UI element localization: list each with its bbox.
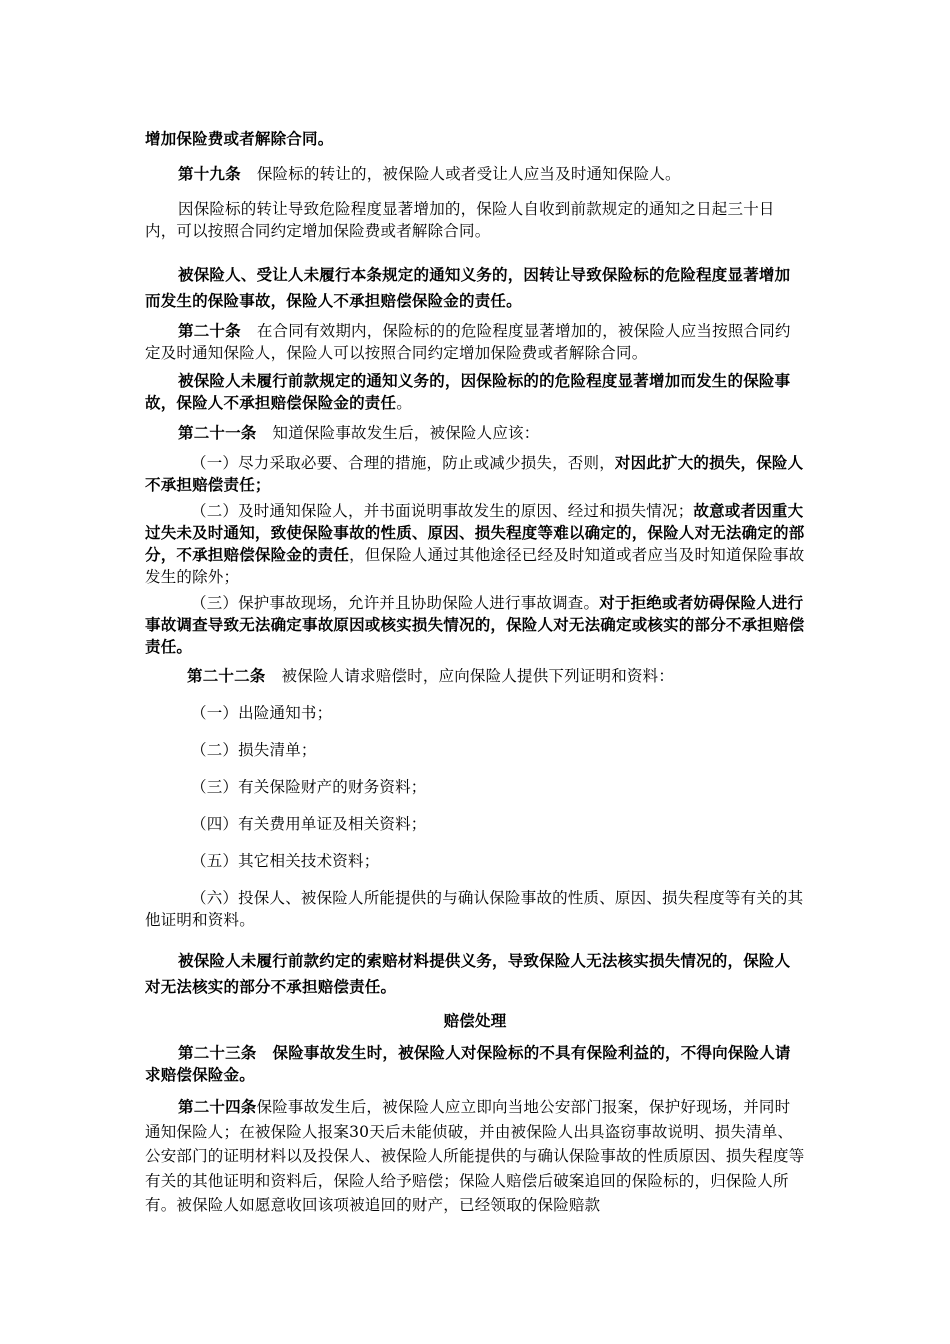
paragraph-text: 因保险标的转让导致危险程度显著增加的，保险人自收到前款规定的通知之日起三十日内，可以按照合同约定增加保险费或者解除合同。: [145, 200, 775, 240]
article-text: 在合同有效期内，保险标的的危险程度显著增加的，被保险人应当按照合同约定及时通知保险人，保险人可以按照合同约定增加保险费或者解除合同。: [145, 322, 791, 362]
article-heading: 第二十四条: [178, 1097, 257, 1116]
article-19: [145, 163, 805, 185]
article-heading: 第二十三条: [178, 1043, 257, 1062]
article-heading: 第二十条: [178, 321, 241, 340]
paragraph-text: （一）尽力采取必要、合理的措施，防止或减少损失，否则，: [191, 454, 615, 472]
article-heading: 第十九条: [178, 164, 241, 183]
bold-text: 故意或者因重大过失未及时通知，致使保险事故的性质、原因、损失程度等难以确定的，保险人对无法确定的部分，不承担赔偿保险金的责任: [145, 501, 805, 564]
paragraph-text: 增加保险费或者解除合同。: [145, 129, 334, 148]
list-item: [145, 887, 805, 931]
paragraph-text: 。: [396, 394, 412, 412]
article-22-clause-2: [145, 948, 805, 1000]
list-item-text: （五）其它相关技术资料；: [191, 852, 380, 870]
article-text: 保险事故发生后，被保险人应立即向当地公安部门报案，保护好现场，并同时通知保险人；在被保险人报案30天后未能侦破，并由被保险人出具盗窃事故说明、损失清单、公安部门的证明材料以及投保人、被保险人所能提供的与确认保险事故的性质原因、损失程度等有关的其他证明和资料后，保险人给予赔偿；保险人赔偿后破案追回的保险标的，归保险人所有。被保险人如愿意收回该项被追回的财产，已经领取的保险赔款: [145, 1098, 805, 1214]
paragraph-text: （二）及时通知保险人，并书面说明事故发生的原因、经过和损失情况；: [191, 502, 694, 520]
article-22: [145, 665, 805, 687]
list-item-text: （三）有关保险财产的财务资料；: [191, 778, 427, 796]
paragraph-text: （三）保护事故现场，允许并且协助保险人进行事故调查。: [191, 594, 600, 612]
list-item: [145, 739, 805, 761]
bold-text: 对于拒绝或者妨碍保险人进行事故调查导致无法确定事故原因或核实损失情况的，保险人对无法确定或核实的部分不承担赔偿责任。: [145, 593, 805, 656]
list-item: [145, 776, 805, 798]
paragraph-text: 被保险人、受让人未履行本条规定的通知义务的，因转让导致保险标的危险程度显著增加而发生的保险事故，保险人不承担赔偿保险金的责任。: [145, 265, 791, 310]
list-item: [145, 702, 805, 724]
article-21-item-2: [145, 500, 805, 588]
list-item: [145, 850, 805, 872]
article-19-clause-3: [145, 262, 805, 314]
article-text: 知道保险事故发生后，被保险人应该：: [272, 424, 540, 442]
paragraph-text: ，但保险人通过其他途径已经及时知道或者应当及时知道保险事故发生的除外；: [145, 546, 805, 586]
article-text: 保险标的转让的，被保险人或者受让人应当及时通知保险人。: [256, 165, 681, 183]
list-item-text: （二）损失清单；: [191, 741, 317, 759]
list-item-text: （六）投保人、被保险人所能提供的与确认保险事故的性质、原因、损失程度等有关的其他证明和资料。: [145, 889, 804, 929]
article-19-clause-2: [145, 198, 805, 242]
article-21-item-3: [145, 592, 805, 658]
article-heading: 第二十一条: [178, 423, 257, 442]
paragraph-text: 被保险人未履行前款约定的索赔材料提供义务，导致保险人无法核实损失情况的，保险人对无法核实的部分不承担赔偿责任。: [145, 951, 791, 996]
bold-text: 对因此扩大的损失，保险人不承担赔偿责任；: [145, 453, 804, 494]
list-item-text: （一）出险通知书；: [191, 704, 333, 722]
section-title: [145, 1010, 805, 1032]
list-item: [145, 813, 805, 835]
article-20-clause-2: [145, 370, 805, 414]
bold-text: 被保险人未履行前款规定的通知义务的，因保险标的的危险程度显著增加而发生的保险事故，保险人不承担赔偿保险金的责任: [145, 371, 791, 412]
article-21: [145, 422, 805, 444]
article-20: [145, 320, 805, 364]
paragraph-continuation: [145, 128, 805, 150]
article-21-item-1: [145, 452, 805, 496]
article-23: [145, 1042, 805, 1086]
section-title-text: 赔偿处理: [443, 1011, 507, 1030]
article-24: [145, 1095, 805, 1218]
article-text: 被保险人请求赔偿时，应向保险人提供下列证明和资料：: [281, 667, 675, 685]
article-text: 保险事故发生时，被保险人对保险标的不具有保险利益的，不得向保险人请求赔偿保险金。: [145, 1043, 791, 1084]
article-heading: 第二十二条: [187, 666, 266, 685]
list-item-text: （四）有关费用单证及相关资料；: [191, 815, 427, 833]
